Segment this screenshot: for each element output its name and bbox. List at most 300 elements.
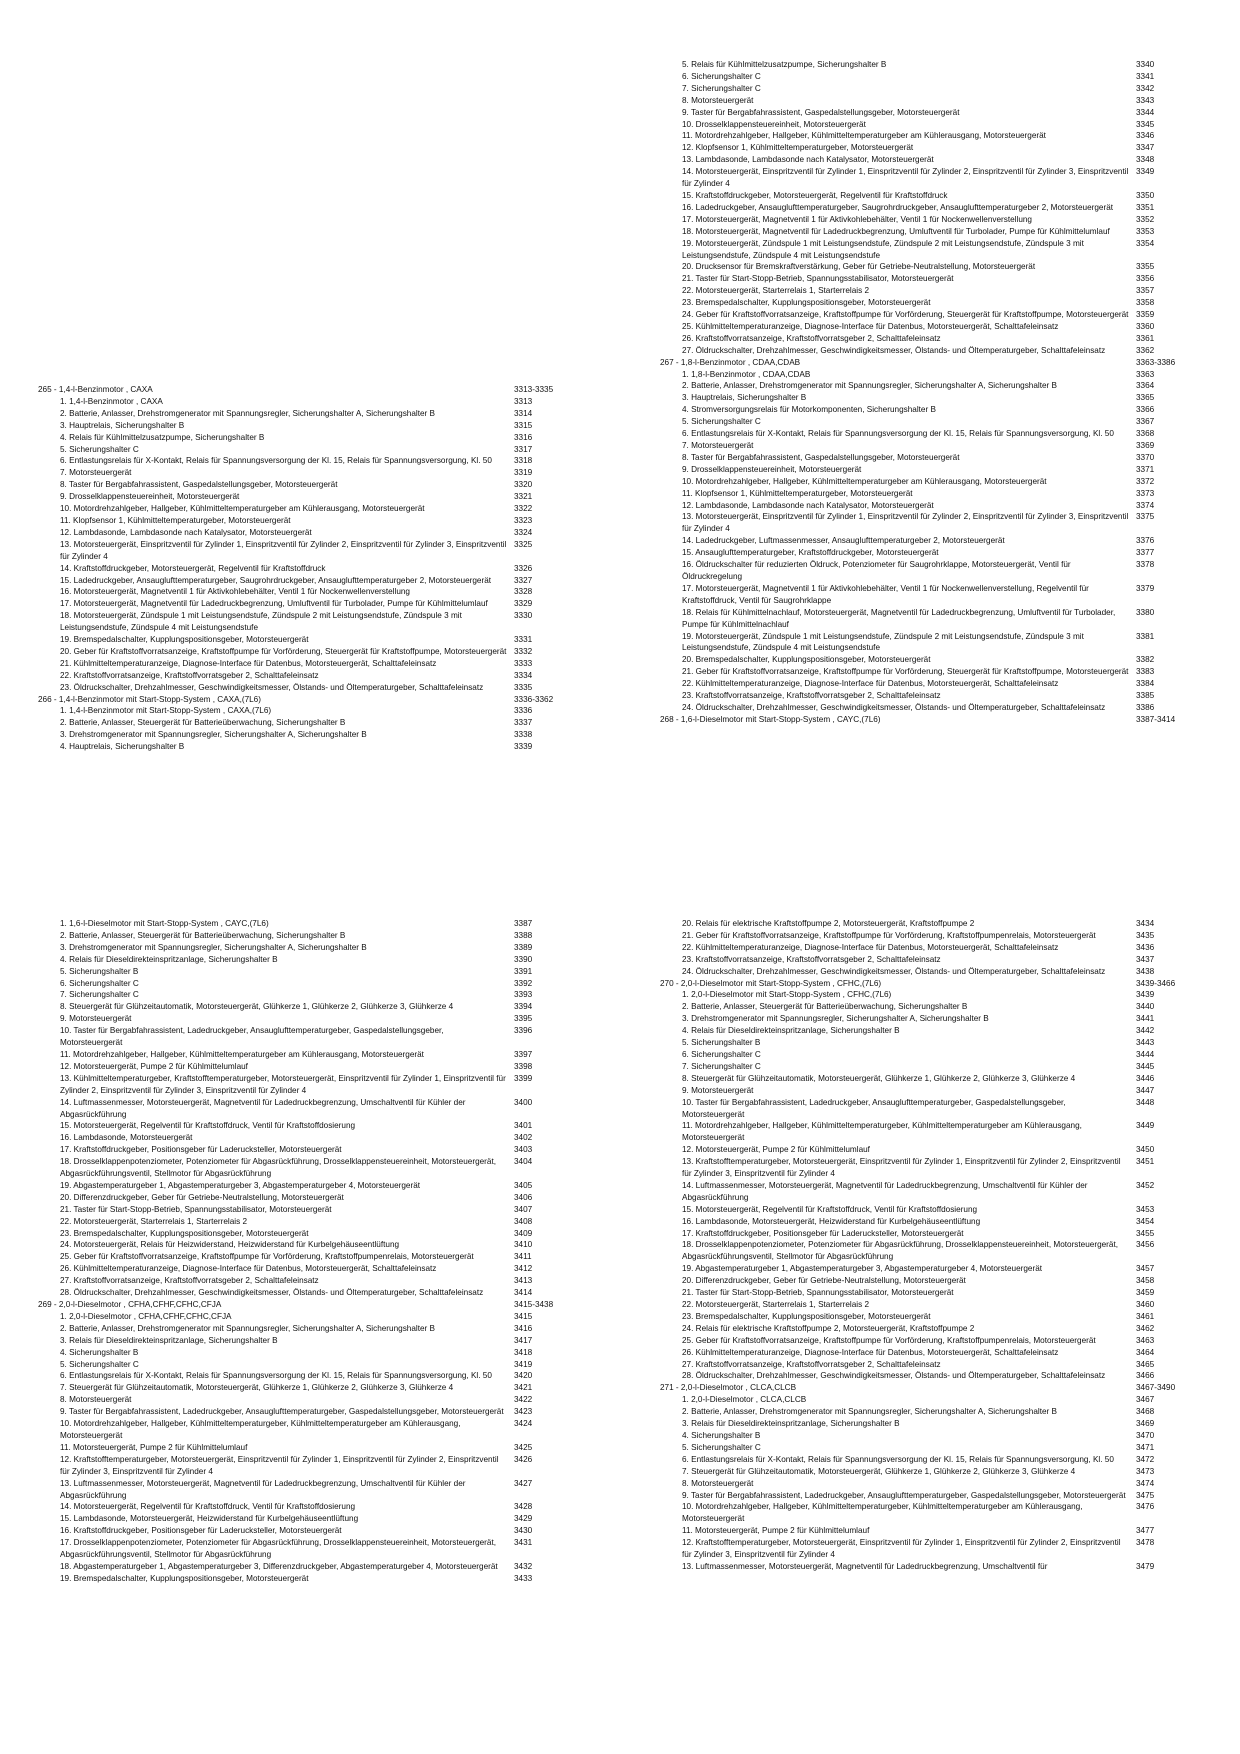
entry-title: 9. Drosselklappensteuereinheit, Motorsteuergerät — [682, 464, 862, 474]
entry-title: 16. Ladedruckgeber, Ansauglufttemperaturgeber, Saugrohrdruckgeber, Ansauglufttemperaturgeber 2, Motorsteuergerät — [682, 202, 1114, 212]
entry-page-number: 3415 — [514, 1311, 533, 1321]
index-entry — [660, 989, 1220, 1001]
entry-page-number: 3322 — [514, 504, 533, 514]
index-entry — [660, 297, 1220, 309]
index-entry — [660, 476, 1220, 488]
entry-title: 6. Entlastungsrelais für X-Kontakt, Relais für Spannungsversorgung der Kl. 15, Relais für Spannungsversorgung, Kl. 50 — [60, 456, 492, 466]
entry-title: 269 - 2,0-l-Dieselmotor , CFHA,CFHF,CFHC,CFJA — [38, 1300, 222, 1309]
entry-title: 13. Kühlmitteltemperaturgeber, Kraftstofftemperaturgeber, Motorsteuergerät, Einspritzventil für Zylinder 1, Einspritzventil für Zylinder 2, Einspritzventil für Zylinder 3, Einspritzventil für Zylinder 4 — [60, 1073, 506, 1095]
entry-title: 9. Motorsteuergerät — [682, 1085, 754, 1095]
index-entry — [660, 321, 1220, 333]
index-entry — [660, 690, 1220, 702]
index-entry — [660, 1335, 1220, 1347]
entry-title: 16. Kraftstoffdruckgeber, Positionsgeber für Laderucksteller, Motorsteuergerät — [60, 1526, 342, 1536]
entry-page-number: 3364 — [1136, 381, 1155, 391]
entry-title: 6. Entlastungsrelais für X-Kontakt, Relais für Spannungsversorgung der Kl. 15, Relais für Spannungsversorgung, Kl. 50 — [682, 429, 1114, 439]
entry-page-number: 3448 — [1136, 1097, 1155, 1107]
index-column-top-right — [660, 59, 1220, 726]
entry-page-number: 3316 — [514, 432, 533, 442]
index-entry — [660, 333, 1220, 345]
entry-title: 14. Motorsteuergerät, Regelventil für Kraftstoffdruck, Ventil für Kraftstoffdosierung — [60, 1502, 356, 1512]
entry-page-number: 3406 — [514, 1192, 533, 1202]
entry-title: 19. Abgastemperaturgeber 1, Abgastemperaturgeber 3, Abgastemperaturgeber 4, Motorsteuergerät — [60, 1180, 421, 1190]
entry-page-number: 3443 — [1136, 1038, 1155, 1048]
entry-title: 15. Kraftstoffdruckgeber, Motorsteuergerät, Regelventil für Kraftstoffdruck — [682, 190, 948, 200]
entry-page-number: 3473 — [1136, 1466, 1155, 1476]
entry-page-number: 3390 — [514, 954, 533, 964]
index-entry — [660, 190, 1220, 202]
entry-title: 27. Kraftstoffvorratsanzeige, Kraftstoffvorratsgeber 2, Schalttafeleinsatz — [60, 1276, 319, 1286]
entry-page-number: 3400 — [514, 1097, 533, 1107]
entry-title: 4. Hauptrelais, Sicherungshalter B — [60, 742, 185, 752]
entry-page-number: 3447 — [1136, 1085, 1155, 1095]
entry-title: 27. Öldruckschalter, Drehzahlmesser, Geschwindigkeitsmesser, Ölstands- und Öltemperaturgeber, Schalttafeleinsatz — [682, 345, 1106, 355]
entry-page-number: 3338 — [514, 730, 533, 740]
index-entry — [660, 428, 1220, 440]
entry-page-number: 3363 — [1136, 369, 1155, 379]
entry-page-number: 3462 — [1136, 1323, 1155, 1333]
index-entry — [660, 309, 1220, 321]
entry-title: 1. 1,8-l-Benzinmotor , CDAA,CDAB — [682, 369, 811, 379]
entry-title: 21. Taster für Start-Stopp-Betrieb, Spannungsstabilisator, Motorsteuergerät — [682, 274, 954, 284]
entry-title: 15. Motorsteuergerät, Regelventil für Kraftstoffdruck, Ventil für Kraftstoffdosierung — [60, 1121, 356, 1131]
index-entry — [38, 396, 598, 408]
entry-page-number: 3358 — [1136, 298, 1155, 308]
entry-title: 12. Klopfsensor 1, Kühlmitteltemperaturgeber, Motorsteuergerät — [682, 143, 914, 153]
entry-title: 3. Hauptrelais, Sicherungshalter B — [682, 393, 807, 403]
entry-title: 1. 1,6-l-Dieselmotor mit Start-Stopp-System , CAYC,(7L6) — [60, 919, 269, 928]
index-entry — [38, 527, 598, 539]
index-entry — [38, 491, 598, 503]
entry-page-number: 3387-3414 — [1136, 714, 1176, 724]
index-entry — [38, 467, 598, 479]
entry-title: 267 - 1,8-l-Benzinmotor , CDAA,CDAB — [660, 357, 801, 367]
entry-title: 17. Kraftstoffdruckgeber, Positionsgeber für Laderucksteller, Motorsteuergerät — [682, 1228, 964, 1238]
index-entry — [660, 1239, 1220, 1263]
index-entry — [38, 1228, 598, 1240]
entry-title: 18. Drosselklappenpotenziometer, Potenziometer für Abgasrückführung, Drosselklappensteuereinheit, Motorsteuergerät, Abgasrückführungsventil, Stellmotor für Abgasrückführung — [60, 1157, 496, 1179]
entry-page-number: 3342 — [1136, 83, 1155, 93]
index-entry — [660, 404, 1220, 416]
entry-title: 12. Lambdasonde, Lambdasonde nach Katalysator, Motorsteuergerät — [682, 500, 934, 510]
entry-title: 21. Taster für Start-Stopp-Betrieb, Spannungsstabilisator, Motorsteuergerät — [60, 1204, 332, 1214]
entry-page-number: 3365 — [1136, 393, 1155, 403]
index-entry — [660, 1370, 1220, 1382]
entry-page-number: 3391 — [514, 966, 533, 976]
entry-title: 11. Motorsteuergerät, Pumpe 2 für Kühlmittelumlauf — [682, 1526, 870, 1536]
entry-title: 6. Sicherungshalter C — [60, 978, 139, 988]
index-entry — [38, 1394, 598, 1406]
entry-page-number: 3422 — [514, 1395, 533, 1405]
entry-page-number: 3444 — [1136, 1049, 1155, 1059]
entry-title: 266 - 1,4-l-Benzinmotor mit Start-Stopp-System , CAXA,(7L6) — [38, 694, 261, 704]
entry-title: 12. Motorsteuergerät, Pumpe 2 für Kühlmittelumlauf — [60, 1061, 248, 1071]
entry-page-number: 3470 — [1136, 1430, 1155, 1440]
entry-page-number: 3459 — [1136, 1288, 1155, 1298]
index-entry — [38, 954, 598, 966]
entry-page-number: 3324 — [514, 527, 533, 537]
entry-page-number: 3361 — [1136, 333, 1155, 343]
index-entry — [38, 1216, 598, 1228]
entry-title: 18. Abgastemperaturgeber 1, Abgastemperaturgeber 3, Differenzdruckgeber, Abgastemperaturgeber 4, Motorsteuergerät — [60, 1561, 498, 1571]
entry-title: 10. Motordrehzahlgeber, Hallgeber, Kühlmitteltemperaturgeber am Kühlerausgang, Motorsteuergerät — [60, 504, 425, 514]
section-heading-entry — [660, 357, 1220, 369]
index-entry — [660, 214, 1220, 226]
entry-page-number: 3408 — [514, 1216, 533, 1226]
entry-page-number: 3368 — [1136, 429, 1155, 439]
entry-page-number: 3460 — [1136, 1300, 1155, 1309]
index-entry — [38, 1382, 598, 1394]
entry-page-number: 3330 — [514, 611, 533, 621]
entry-page-number: 3428 — [514, 1502, 533, 1512]
entry-title: 5. Sicherungshalter C — [60, 444, 139, 454]
index-entry — [660, 559, 1220, 583]
entry-title: 21. Geber für Kraftstoffvorratsanzeige, Kraftstoffpumpe für Vorförderung, Kraftstoffpumpenrelais, Motorsteuergerät — [682, 930, 1096, 940]
index-entry — [38, 408, 598, 420]
index-entry — [660, 59, 1220, 71]
index-entry — [38, 1263, 598, 1275]
index-entry — [660, 1097, 1220, 1121]
index-entry — [38, 515, 598, 527]
index-entry — [660, 1299, 1220, 1311]
index-entry — [660, 1263, 1220, 1275]
entry-title: 28. Öldruckschalter, Drehzahlmesser, Geschwindigkeitsmesser, Ölstands- und Öltemperaturgeber, Schalttafeleinsatz — [682, 1371, 1106, 1381]
index-entry — [660, 1430, 1220, 1442]
index-entry — [38, 942, 598, 954]
entry-page-number: 3321 — [514, 492, 533, 502]
index-entry — [38, 966, 598, 978]
index-entry — [660, 666, 1220, 678]
index-entry — [38, 1406, 598, 1418]
entry-title: 1. 1,4-l-Benzinmotor mit Start-Stopp-System , CAXA,(7L6) — [60, 706, 272, 716]
entry-page-number: 3350 — [1136, 190, 1155, 200]
entry-title: 22. Motorsteuergerät, Starterrelais 1, Starterrelais 2 — [60, 1216, 248, 1226]
entry-page-number: 3479 — [1136, 1561, 1155, 1571]
entry-page-number: 3433 — [514, 1573, 533, 1583]
index-entry — [38, 539, 598, 563]
entry-title: 7. Motorsteuergerät — [682, 441, 754, 450]
entry-title: 7. Sicherungshalter C — [682, 1061, 761, 1071]
entry-page-number: 3367 — [1136, 417, 1155, 427]
entry-page-number: 3343 — [1136, 95, 1155, 105]
entry-title: 8. Motorsteuergerät — [682, 1478, 754, 1488]
index-entry — [660, 226, 1220, 238]
index-entry — [660, 1216, 1220, 1228]
entry-page-number: 3336 — [514, 706, 533, 716]
entry-page-number: 3395 — [514, 1014, 533, 1024]
entry-page-number: 3333 — [514, 658, 533, 668]
entry-page-number: 3436 — [1136, 942, 1155, 952]
index-entry — [660, 488, 1220, 500]
index-entry — [38, 1156, 598, 1180]
index-entry — [38, 682, 598, 694]
entry-title: 13. Motorsteuergerät, Einspritzventil für Zylinder 1, Einspritzventil für Zylinder 2, Einspritzventil für Zylinder 3, Einspritzventil für Zylinder 4 — [60, 539, 507, 561]
index-entry — [38, 1049, 598, 1061]
entry-title: 20. Drucksensor für Bremskraftverstärkung, Geber für Getriebe-Neutralstellung, Motorsteuergerät — [682, 262, 1036, 272]
entry-title: 17. Drosselklappenpotenziometer, Potenziometer für Abgasrückführung, Drosselklappensteuereinheit, Motorsteuergerät, Abgasrückführungsventil, Stellmotor für Abgasrückführung — [60, 1538, 496, 1560]
entry-title: 4. Sicherungshalter B — [682, 1430, 761, 1440]
index-entry — [660, 1180, 1220, 1204]
entry-title: 3. Drehstromgenerator mit Spannungsregler, Sicherungshalter A, Sicherungshalter B — [60, 730, 367, 740]
entry-title: 22. Motorsteuergerät, Starterrelais 1, Starterrelais 2 — [682, 1300, 870, 1309]
entry-page-number: 3472 — [1136, 1454, 1155, 1464]
index-entry — [38, 563, 598, 575]
index-column-bottom-left — [38, 918, 598, 1585]
entry-page-number: 3414 — [514, 1288, 533, 1298]
entry-title: 13. Kraftstofftemperaturgeber, Motorsteuergerät, Einspritzventil für Zylinder 1, Einspritzventil für Zylinder 2, Einspritzventil für Zylinder 3, Einspritzventil für Zylinder 4 — [682, 1157, 1121, 1179]
entry-title: 11. Motorsteuergerät, Pumpe 2 für Kühlmittelumlauf — [60, 1442, 248, 1452]
entry-title: 12. Kraftstofftemperaturgeber, Motorsteuergerät, Einspritzventil für Zylinder 1, Einspritzventil für Zylinder 2, Einspritzventil für Zylinder 3, Einspritzventil für Zylinder 4 — [60, 1454, 499, 1476]
entry-page-number: 3437 — [1136, 954, 1155, 964]
entry-title: 18. Drosselklappenpotenziometer, Potenziometer für Abgasrückführung, Drosselklappensteuereinheit, Motorsteuergerät, Abgasrückführungsventil, Stellmotor für Abgasrückführung — [682, 1240, 1118, 1262]
index-entry — [660, 1347, 1220, 1359]
entry-title: 2. Batterie, Anlasser, Steuergerät für Batterieüberwachung, Sicherungshalter B — [60, 930, 346, 940]
entry-page-number: 3467-3490 — [1136, 1383, 1176, 1393]
entry-page-number: 3478 — [1136, 1538, 1155, 1548]
entry-title: 9. Taster für Bergabfahrassistent, Ladedruckgeber, Ansauglufttemperaturgeber, Gaspedalstellungsgeber, Motorsteuergerät — [60, 1407, 504, 1417]
entry-title: 268 - 1,6-l-Dieselmotor mit Start-Stopp-System , CAYC,(7L6) — [660, 714, 881, 724]
entry-title: 4. Relais für Kühlmittelzusatzpumpe, Sicherungshalter B — [60, 432, 265, 442]
index-entry — [660, 142, 1220, 154]
index-entry — [660, 1466, 1220, 1478]
entry-page-number: 3452 — [1136, 1180, 1155, 1190]
index-entry — [660, 918, 1220, 930]
entry-page-number: 3453 — [1136, 1204, 1155, 1214]
entry-title: 24. Relais für elektrische Kraftstoffpumpe 2, Motorsteuergerät, Kraftstoffpumpe 2 — [682, 1323, 975, 1333]
entry-title: 16. Lambdasonde, Motorsteuergerät — [60, 1133, 193, 1143]
entry-page-number: 3398 — [514, 1061, 533, 1071]
entry-title: 14. Luftmassenmesser, Motorsteuergerät, Magnetventil für Ladedruckbegrenzung, Umschaltventil für Kühler der Abgasrückführung — [682, 1180, 1088, 1202]
entry-page-number: 3474 — [1136, 1478, 1155, 1488]
index-entry — [38, 1418, 598, 1442]
entry-title: 19. Bremspedalschalter, Kupplungspositionsgeber, Motorsteuergerät — [60, 635, 309, 645]
entry-page-number: 3392 — [514, 978, 533, 988]
index-entry — [38, 1013, 598, 1025]
entry-title: 16. Motorsteuergerät, Magnetventil 1 für Aktivkohlebehälter, Ventil 1 für Nockenwellenverstellung — [60, 587, 410, 597]
index-entry — [660, 702, 1220, 714]
index-entry — [38, 1073, 598, 1097]
index-entry — [38, 930, 598, 942]
entry-page-number: 3363-3386 — [1136, 357, 1176, 367]
index-entry — [660, 500, 1220, 512]
entry-page-number: 3382 — [1136, 655, 1155, 665]
index-entry — [38, 1501, 598, 1513]
entry-page-number: 3403 — [514, 1145, 533, 1155]
entry-title: 20. Bremspedalschalter, Kupplungspositionsgeber, Motorsteuergerät — [682, 655, 931, 665]
entry-page-number: 3412 — [514, 1264, 533, 1274]
entry-title: 17. Motorsteuergerät, Magnetventil 1 für Aktivkohlebehälter, Ventil 1 für Nockenwellenverstellung — [682, 214, 1032, 224]
entry-title: 6. Entlastungsrelais für X-Kontakt, Relais für Spannungsversorgung der Kl. 15, Relais für Spannungsversorgung, Kl. 50 — [682, 1454, 1114, 1464]
entry-page-number: 3416 — [514, 1323, 533, 1333]
entry-page-number: 3356 — [1136, 274, 1155, 284]
entry-page-number: 3347 — [1136, 143, 1155, 153]
entry-title: 11. Motordrehzahlgeber, Hallgeber, Kühlmitteltemperaturgeber am Kühlerausgang, Motorsteuergerät — [682, 131, 1046, 141]
index-entry — [660, 1228, 1220, 1240]
entry-title: 24. Geber für Kraftstoffvorratsanzeige, Kraftstoffpumpe für Vorförderung, Steuergerät für Kraftstoffpumpe, Motorsteuergerät — [682, 310, 1129, 320]
entry-title: 23. Kraftstoffvorratsanzeige, Kraftstoffvorratsgeber 2, Schalttafeleinsatz — [682, 954, 941, 964]
entry-title: 11. Motordrehzahlgeber, Hallgeber, Kühlmitteltemperaturgeber, Kühlmitteltemperaturgeber am Kühlerausgang, Motorsteuergerät — [682, 1121, 1082, 1143]
entry-title: 8. Motorsteuergerät — [682, 95, 754, 105]
entry-page-number: 3419 — [514, 1359, 533, 1369]
entry-page-number: 3425 — [514, 1442, 533, 1452]
index-entry — [38, 646, 598, 658]
entry-page-number: 3380 — [1136, 607, 1155, 617]
entry-page-number: 3319 — [514, 468, 533, 478]
entry-title: 2. Batterie, Anlasser, Steuergerät für Batterieüberwachung, Sicherungshalter B — [60, 718, 346, 728]
entry-title: 2. Batterie, Anlasser, Drehstromgenerator mit Spannungsregler, Sicherungshalter A, Sicherungshalter B — [682, 1407, 1058, 1417]
index-entry — [660, 1144, 1220, 1156]
entry-title: 18. Motorsteuergerät, Zündspule 1 mit Leistungsendstufe, Zündspule 2 mit Leistungsendstufe, Zündspule 3 mit Leistungsendstufe, Zündspule 4 mit Leistungsendstufe — [60, 611, 462, 633]
entry-page-number: 3320 — [514, 480, 533, 490]
entry-page-number: 3385 — [1136, 691, 1155, 701]
entry-title: 13. Luftmassenmesser, Motorsteuergerät, Magnetventil für Ladedruckbegrenzung, Umschaltventil für Kühler der Abgasrückführung — [60, 1478, 466, 1500]
index-entry — [660, 1418, 1220, 1430]
index-entry — [660, 1359, 1220, 1371]
entry-title: 23. Bremspedalschalter, Kupplungspositionsgeber, Motorsteuergerät — [682, 298, 931, 308]
entry-page-number: 3399 — [514, 1073, 533, 1083]
index-entry — [38, 444, 598, 456]
index-entry — [660, 547, 1220, 559]
entry-title: 2. Batterie, Anlasser, Drehstromgenerator mit Spannungsregler, Sicherungshalter A, Sicherungshalter B — [60, 408, 436, 418]
entry-title: 25. Geber für Kraftstoffvorratsanzeige, Kraftstoffpumpe für Vorförderung, Kraftstoffpumpenrelais, Motorsteuergerät — [60, 1252, 474, 1262]
entry-page-number: 3454 — [1136, 1216, 1155, 1226]
index-entry — [660, 1323, 1220, 1335]
entry-page-number: 3327 — [514, 575, 533, 585]
index-entry — [38, 1239, 598, 1251]
entry-page-number: 3345 — [1136, 119, 1155, 129]
entry-title: 3. Relais für Dieseldirekteinspritzanlage, Sicherungshalter B — [682, 1419, 900, 1429]
index-entry — [38, 1442, 598, 1454]
index-entry — [660, 1013, 1220, 1025]
entry-page-number: 3332 — [514, 646, 533, 656]
index-entry — [660, 345, 1220, 357]
index-entry — [38, 658, 598, 670]
entry-page-number: 3445 — [1136, 1061, 1155, 1071]
entry-page-number: 3429 — [514, 1514, 533, 1524]
entry-page-number: 3423 — [514, 1407, 533, 1417]
entry-page-number: 3471 — [1136, 1442, 1155, 1452]
entry-title: 19. Bremspedalschalter, Kupplungspositionsgeber, Motorsteuergerät — [60, 1573, 309, 1583]
entry-title: 13. Lambdasonde, Lambdasonde nach Katalysator, Motorsteuergerät — [682, 155, 934, 165]
index-entry — [660, 1478, 1220, 1490]
index-entry — [660, 1156, 1220, 1180]
index-entry — [38, 1573, 598, 1585]
entry-title: 3. Drehstromgenerator mit Spannungsregler, Sicherungshalter A, Sicherungshalter B — [60, 942, 367, 952]
entry-title: 10. Drosselklappensteuereinheit, Motorsteuergerät — [682, 119, 866, 129]
entry-title: 24. Öldruckschalter, Drehzahlmesser, Geschwindigkeitsmesser, Ölstands- und Öltemperaturgeber, Schalttafeleinsatz — [682, 966, 1106, 976]
entry-title: 26. Kraftstoffvorratsanzeige, Kraftstoffvorratsgeber 2, Schalttafeleinsatz — [682, 333, 941, 343]
index-entry — [660, 119, 1220, 131]
index-entry — [660, 1537, 1220, 1561]
entry-title: 21. Kühlmitteltemperaturanzeige, Diagnose-Interface für Datenbus, Motorsteuergerät, Schalttafeleinsatz — [60, 658, 437, 668]
entry-page-number: 3386 — [1136, 702, 1155, 712]
index-entry — [660, 285, 1220, 297]
entry-page-number: 3387 — [514, 919, 533, 928]
index-entry — [38, 717, 598, 729]
entry-title: 15. Ansauglufttemperaturgeber, Kraftstoffdruckgeber, Motorsteuergerät — [682, 548, 939, 558]
entry-page-number: 3313 — [514, 396, 533, 406]
index-entry — [38, 1347, 598, 1359]
index-entry — [660, 95, 1220, 107]
entry-title: 24. Öldruckschalter, Drehzahlmesser, Geschwindigkeitsmesser, Ölstands- und Öltemperaturgeber, Schalttafeleinsatz — [682, 702, 1106, 712]
entry-page-number: 3315 — [514, 420, 533, 430]
entry-page-number: 3344 — [1136, 107, 1155, 117]
index-entry — [660, 678, 1220, 690]
entry-title: 24. Motorsteuergerät, Relais für Heizwiderstand, Heizwiderstand für Kurbelgehäuseentlüftung — [60, 1240, 400, 1250]
entry-title: 4. Relais für Dieseldirekteinspritzanlage, Sicherungshalter B — [60, 954, 278, 964]
entry-page-number: 3325 — [514, 539, 533, 549]
entry-page-number: 3466 — [1136, 1371, 1155, 1381]
entry-page-number: 3341 — [1136, 71, 1155, 81]
index-entry — [660, 1037, 1220, 1049]
entry-title: 2. Batterie, Anlasser, Drehstromgenerator mit Spannungsregler, Sicherungshalter A, Sicherungshalter B — [60, 1323, 436, 1333]
entry-page-number: 3366 — [1136, 405, 1155, 415]
entry-page-number: 3411 — [514, 1252, 532, 1262]
index-entry — [660, 238, 1220, 262]
entry-title: 22. Kühlmitteltemperaturanzeige, Diagnose-Interface für Datenbus, Motorsteuergerät, Schalttafeleinsatz — [682, 679, 1059, 689]
index-entry — [660, 654, 1220, 666]
entry-page-number: 3467 — [1136, 1395, 1155, 1405]
entry-page-number: 3373 — [1136, 488, 1155, 498]
entry-page-number: 3457 — [1136, 1264, 1155, 1274]
index-entry — [660, 202, 1220, 214]
entry-page-number: 3440 — [1136, 1002, 1155, 1012]
entry-title: 20. Differenzdruckgeber, Geber für Getriebe-Neutralstellung, Motorsteuergerät — [682, 1276, 966, 1286]
index-entry — [660, 1501, 1220, 1525]
index-entry — [38, 978, 598, 990]
entry-title: 7. Steuergerät für Glühzeitautomatik, Motorsteuergerät, Glühkerze 1, Glühkerze 2, Glühkerze 3, Glühkerze 4 — [60, 1383, 454, 1393]
entry-page-number: 3446 — [1136, 1073, 1155, 1083]
entry-title: 23. Bremspedalschalter, Kupplungspositionsgeber, Motorsteuergerät — [682, 1311, 931, 1321]
index-entry — [660, 107, 1220, 119]
index-entry — [660, 1311, 1220, 1323]
index-entry — [38, 1287, 598, 1299]
index-entry — [660, 380, 1220, 392]
index-entry — [660, 464, 1220, 476]
index-entry — [660, 1442, 1220, 1454]
entry-title: 17. Motorsteuergerät, Magnetventil für Ladedruckbegrenzung, Umluftventil für Turbolader, Pumpe für Kühlmittelumlauf — [60, 599, 488, 609]
index-entry — [660, 607, 1220, 631]
entry-page-number: 3451 — [1136, 1157, 1155, 1167]
index-entry — [38, 1323, 598, 1335]
entry-title: 23. Bremspedalschalter, Kupplungspositionsgeber, Motorsteuergerät — [60, 1228, 309, 1238]
index-entry — [38, 1192, 598, 1204]
index-entry — [660, 1406, 1220, 1418]
entry-title: 25. Geber für Kraftstoffvorratsanzeige, Kraftstoffpumpe für Vorförderung, Kraftstoffpumpenrelais, Motorsteuergerät — [682, 1335, 1096, 1345]
entry-title: 21. Taster für Start-Stopp-Betrieb, Spannungsstabilisator, Motorsteuergerät — [682, 1288, 954, 1298]
entry-title: 22. Motorsteuergerät, Starterrelais 1, Starterrelais 2 — [682, 286, 870, 296]
entry-title: 26. Kühlmitteltemperaturanzeige, Diagnose-Interface für Datenbus, Motorsteuergerät, Schalttafeleinsatz — [60, 1264, 437, 1274]
entry-page-number: 3376 — [1136, 536, 1155, 546]
index-entry — [38, 1275, 598, 1287]
entry-title: 9. Drosselklappensteuereinheit, Motorsteuergerät — [60, 492, 240, 502]
entry-page-number: 3353 — [1136, 226, 1155, 236]
entry-page-number: 3435 — [1136, 930, 1155, 940]
entry-page-number: 3326 — [514, 563, 533, 573]
entry-title: 4. Sicherungshalter B — [60, 1347, 139, 1357]
entry-title: 11. Klopfsensor 1, Kühlmitteltemperaturgeber, Motorsteuergerät — [60, 515, 291, 525]
entry-page-number: 3389 — [514, 942, 533, 952]
entry-title: 5. Sicherungshalter C — [60, 1359, 139, 1369]
entry-title: 16. Lambdasonde, Motorsteuergerät, Heizwiderstand für Kurbelgehäuseentlüftung — [682, 1216, 981, 1226]
entry-title: 10. Taster für Bergabfahrassistent, Ladedruckgeber, Ansauglufttemperaturgeber, Gaspedalstellungsgeber, Motorsteuergerät — [60, 1026, 444, 1048]
index-entry — [38, 586, 598, 598]
index-entry — [38, 575, 598, 587]
entry-page-number: 3393 — [514, 990, 533, 1000]
index-entry — [38, 1251, 598, 1263]
entry-title: 17. Kraftstoffdruckgeber, Positionsgeber für Laderucksteller, Motorsteuergerät — [60, 1145, 342, 1155]
section-heading-entry — [660, 1382, 1220, 1394]
